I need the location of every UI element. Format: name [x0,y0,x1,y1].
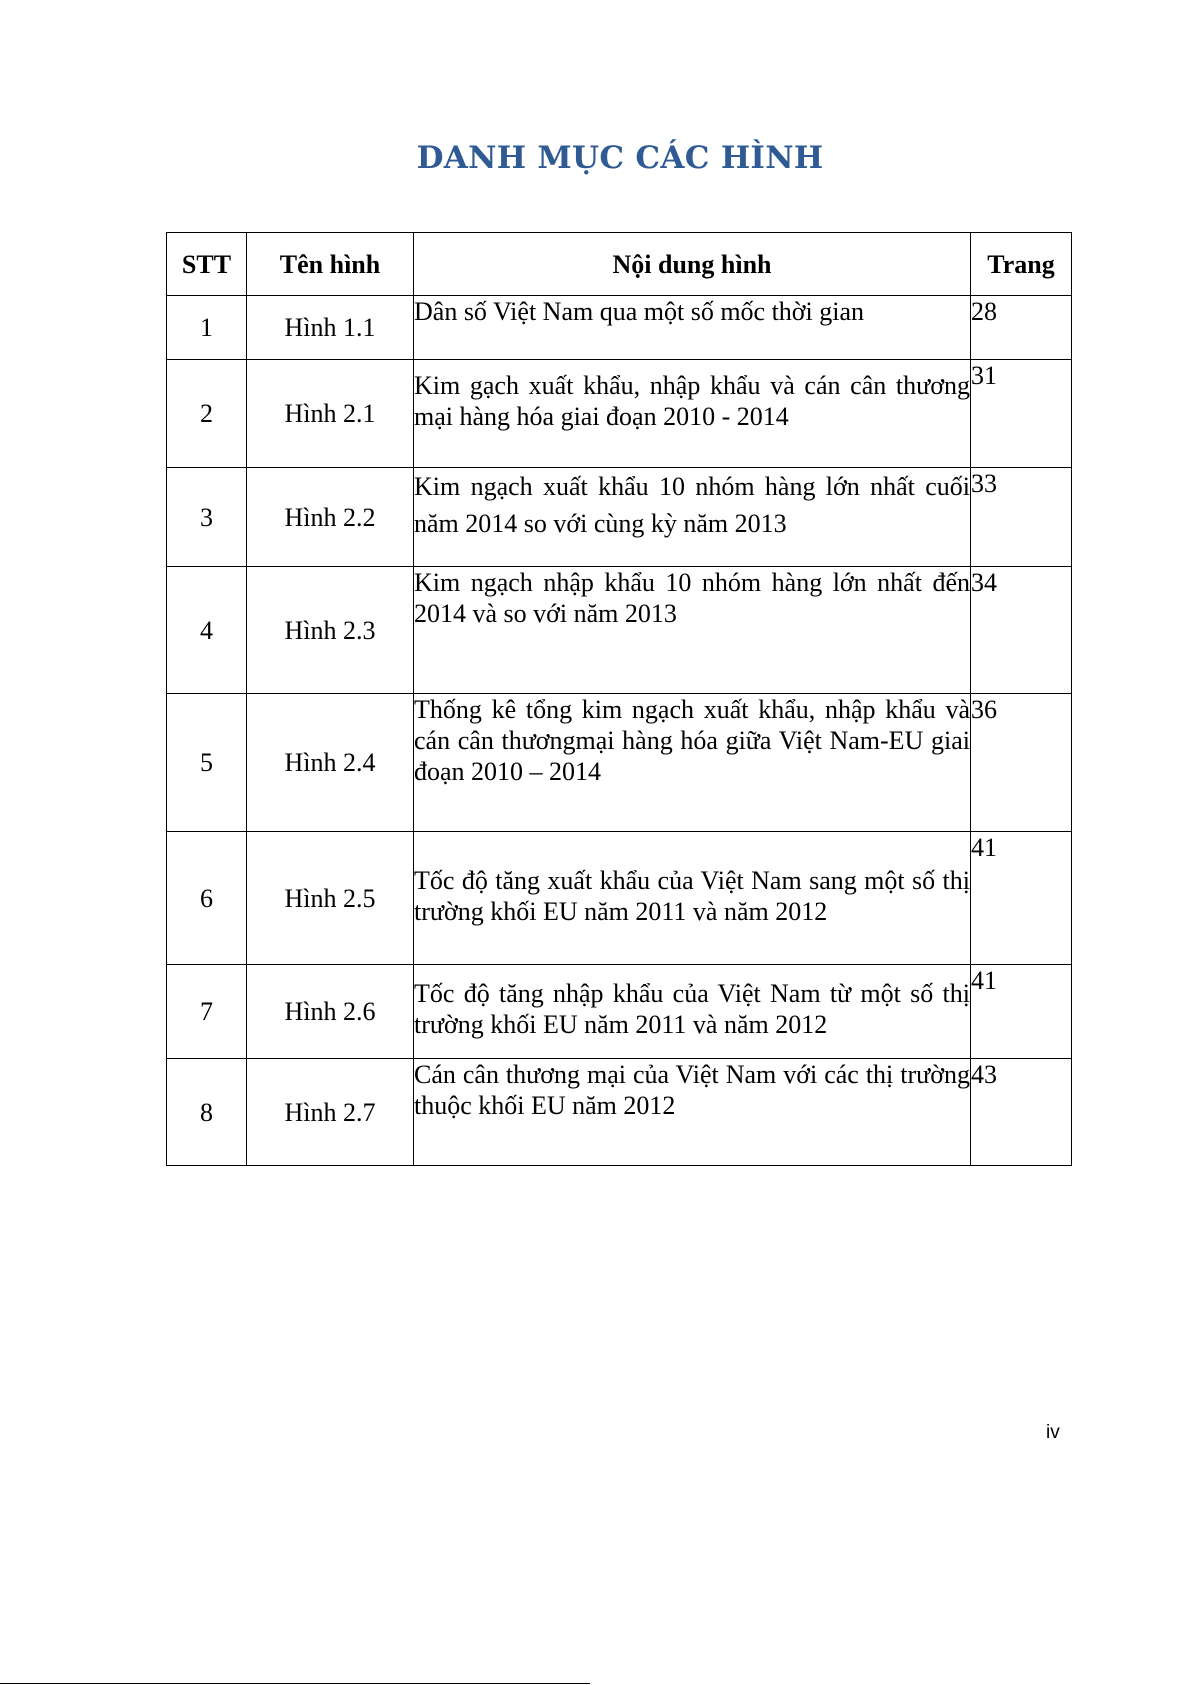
cell-stt: 2 [167,360,247,468]
table-row [167,296,1072,360]
cell-ten-hinh: Hình 1.1 [247,296,414,360]
table-row [167,567,1072,694]
cell-stt: 7 [167,965,247,1059]
cell-stt: 6 [167,832,247,965]
cell-ten-hinh: Hình 2.4 [247,694,414,832]
cell-noi-dung: Kim gạch xuất khẩu, nhập khẩu và cán cân thương mại hàng hóa giai đoạn 2010 - 2014 [414,360,971,468]
figure-list-table [166,232,1072,1166]
cell-ten-hinh: Hình 2.1 [247,360,414,468]
cell-ten-hinh: Hình 2.6 [247,965,414,1059]
cell-stt: 3 [167,468,247,567]
cell-noi-dung: Cán cân thương mại của Việt Nam với các thị trường thuộc khối EU năm 2012 [414,1059,971,1166]
cell-noi-dung: Thống kê tổng kim ngạch xuất khẩu, nhập khẩu và cán cân thươngmại hàng hóa giữa Việt Nam-EU giai đoạn 2010 – 2014 [414,694,971,832]
cell-noi-dung: Kim ngạch nhập khẩu 10 nhóm hàng lớn nhất đến 2014 và so với năm 2013 [414,567,971,694]
header-ten-hinh: Tên hình [247,233,414,296]
cell-ten-hinh: Hình 2.3 [247,567,414,694]
header-trang: Trang [971,233,1072,296]
table-row [167,468,1072,567]
header-noi-dung-hinh: Nội dung hình [414,233,971,296]
cell-noi-dung: Kim ngạch xuất khẩu 10 nhóm hàng lớn nhất cuối năm 2014 so với cùng kỳ năm 2013 [414,468,971,567]
cell-stt: 8 [167,1059,247,1166]
table-row [167,832,1072,965]
cell-stt: 4 [167,567,247,694]
cell-trang: 31 [971,360,1072,468]
cell-ten-hinh: Hình 2.7 [247,1059,414,1166]
cell-trang: 28 [971,296,1072,360]
table-row [167,694,1072,832]
cell-stt: 5 [167,694,247,832]
cell-trang: 34 [971,567,1072,694]
page-title: DANH MỤC CÁC HÌNH [416,140,824,176]
table-header-row [167,233,1072,296]
cell-noi-dung: Tốc độ tăng xuất khẩu của Việt Nam sang một số thị trường khối EU năm 2011 và năm 2012 [414,832,971,965]
table-row [167,965,1072,1059]
header-stt: STT [167,233,247,296]
table-row [167,1059,1072,1166]
cell-ten-hinh: Hình 2.5 [247,832,414,965]
page-number: iv [1046,1422,1060,1443]
cell-ten-hinh: Hình 2.2 [247,468,414,567]
cell-stt: 1 [167,296,247,360]
cell-trang: 41 [971,832,1072,965]
cell-trang: 36 [971,694,1072,832]
footer-rule [0,1683,590,1684]
cell-noi-dung: Dân số Việt Nam qua một số mốc thời gian [414,296,971,360]
cell-trang: 33 [971,468,1072,567]
cell-trang: 43 [971,1059,1072,1166]
cell-trang: 41 [971,965,1072,1059]
table-row [167,360,1072,468]
cell-noi-dung: Tốc độ tăng nhập khẩu của Việt Nam từ một số thị trường khối EU năm 2011 và năm 2012 [414,965,971,1059]
